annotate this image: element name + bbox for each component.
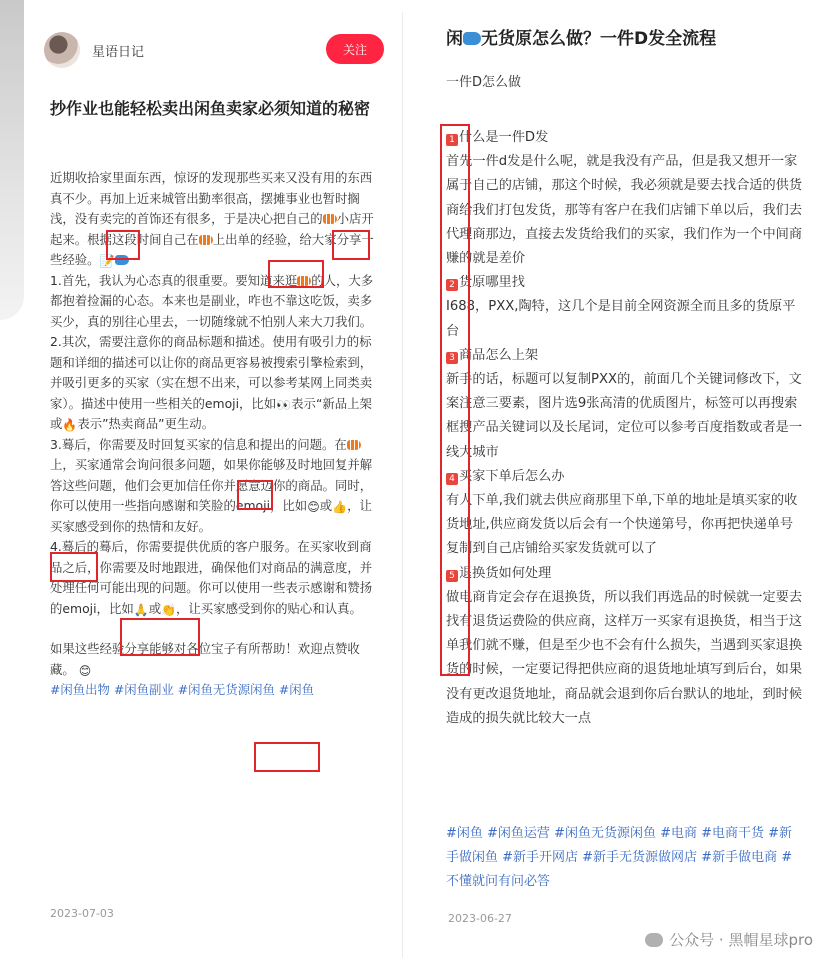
smile-emoji-icon: 😊 (307, 500, 320, 514)
hashtags[interactable]: #闲鱼出物 #闲鱼副业 #闲鱼无货源闲鱼 #闲鱼 (50, 682, 314, 697)
section-5-body: 做电商肯定会存在退换货，所以我们再选品的时候就一定要去找有退货运费险的供应商，这样万一买家有退换货，相当于这单我们就不赚，但是至少也不会有什么损失，当遇到买家退换货的时候，一定要记得把供应商的退货地址填写到后台，如果没有更改退货地址，商品就会退到你后台默认的地址，到时候造成的损失就比较大一点 (446, 589, 803, 726)
highlight-box (440, 124, 470, 676)
section-1-body: 首先一件d发是什么呢，就是我没有产品，但是我又想开一家属于自己的店铺，那这个时候，我必须就是要去找合适的供货商给我们打包发货，那等有客户在我们店铺下单以后，我们去代理商那边，直接去发货给我们的买家，我们作为一个中间商赚的就是差价 (446, 154, 803, 267)
wechat-icon (645, 933, 663, 947)
number-badge: 4 (446, 473, 458, 485)
fish-emoji-icon (347, 440, 361, 450)
watermark: 公众号 · 黑帽星球pro (645, 929, 813, 950)
note-body (50, 168, 380, 701)
section-2-heading: 2 货原哪里找 (446, 271, 804, 295)
memo-emoji-icon: 📝 (99, 254, 115, 268)
note-card-left (24, 12, 403, 958)
pray-emoji-icon: 🙏 (133, 602, 149, 617)
note-subtitle: 一件D怎么做 (446, 75, 522, 90)
blue-fish-emoji-icon (463, 32, 481, 45)
hashtags-right[interactable]: #闲鱼 #闲鱼运营 #闲鱼无货源闲鱼 #电商 #电商干货 #新手做闲鱼 #新手开网店 #新手无货源做网店 #新手做电商 #不懂就问有问必答 (446, 826, 793, 889)
note-header (44, 32, 384, 72)
number-badge: 3 (446, 352, 458, 364)
fish-emoji-icon (199, 235, 213, 245)
note-title-right: 闲 无货原怎么做？一件D发全流程 (446, 29, 717, 49)
eyes-emoji-icon: 👀 (276, 397, 292, 412)
highlight-box (50, 552, 98, 582)
fire-emoji-icon: 🔥 (62, 418, 78, 432)
section-4-body: 有人下单,我们就去供应商那里下单,下单的地址是填买家的收货地址,供应商发货以后会有一个快递第号，你再把快递单号复制到自己店铺给买家发货就可以了 (446, 493, 798, 557)
smile-emoji-icon: 😊 (78, 663, 92, 678)
number-badge: 2 (446, 279, 458, 291)
note-title: 抄作业也能轻松卖出闲鱼卖家必须知道的秘密 (50, 99, 371, 118)
author-name[interactable]: 星语日记 (92, 45, 145, 60)
number-badge: 1 (446, 134, 458, 146)
section-1-heading: 1 什么是一件D发 (446, 126, 804, 150)
highlight-box (268, 260, 324, 288)
paragraph-5: 4.蓦后的蓦后，你需要提供优质的客户服务。在买家收到商品之后，你需要及时地跟进，确保他们对商品的满意度，并处理任何可能出现的问题。你可以使用一些表示感谢和赞扬的emoji，比如🙏或👏，让买家感受到你的贴心和认真。 (50, 539, 373, 617)
thumbs-up-emoji-icon: 👍 (332, 500, 348, 514)
publish-date-left: 2023-07-03 (50, 907, 114, 920)
fish-emoji-icon (323, 214, 337, 224)
section-3-body: 新手的话，标题可以复制PXX的，前面几个关键词修改下，文案注意三要素，图片选9张高清的优质图片，标签可以再搜索框搜产品关键词以及长尾词，定位可以参考百度指数或者是一线大城市 (446, 372, 803, 460)
number-badge: 5 (446, 570, 458, 582)
clap-emoji-icon: 👏 (161, 602, 177, 617)
highlight-box (237, 480, 273, 510)
section-3-heading: 3 商品怎么上架 (446, 344, 804, 368)
section-5-heading: 5 退换货如何处理 (446, 562, 804, 586)
note-body-right (446, 126, 804, 731)
spacer (50, 619, 380, 639)
paragraph-3: 2.其次，需要注意你的商品标题和描述。使用有吸引力的标题和详细的描述可以让你的商品更容易被搜索引擎检索到，并吸引更多的买家（实在想不出来，可以参考某网上同类卖家）。描述中使用一些相关的emoji，比如👀表示“新品上架或🔥表示”热卖商品”更生动。 (50, 334, 373, 432)
note-card-right (446, 24, 806, 94)
paragraph-2: 1.首先，我认为心态真的很重要。要知道来逛 的人，大多都抱着捡漏的心态。本来也是副业，咋也不靠这吃饭，卖多买少，真的别往心里去，一切随缘就不怕别人来大刀我们。 (50, 272, 374, 329)
author-avatar[interactable] (44, 32, 80, 68)
highlight-box (106, 230, 140, 260)
publish-date-right: 2023-06-27 (448, 912, 512, 925)
highlight-box (332, 230, 370, 260)
paragraph-1: 近期收拾家里面东西，惊讶的发现那些买来又没有用的东西真不少。再加上近来城管出勤率很高，摆摊事业也暂时搁浅，没有卖完的首饰还有很多，于是决心把自己的 小店开起来。根据这段时间自己在 上出单的经验，给大家分享一些经验。📝 (50, 170, 374, 268)
paragraph-4: 3.蓦后，你需要及时回复买家的信息和提出的问题。在上，买家通常会询问很多问题，如果你能够及时地回复并解答这些问题，他们会更加信任你并愿意迈你的商品。同时，你可以使用一些指向感谢和笑脸的emoji，比如😊或👍，让买家感受到你的热情和友好。 (50, 436, 373, 534)
background-photo-edge (0, 0, 24, 320)
section-4-heading: 4 买家下单后怎么办 (446, 465, 804, 489)
paragraph-6: 如果这些经验分享能够对各位宝子有所帮助！欢迎点赞收藏。 😊 (50, 641, 360, 678)
follow-button[interactable]: 关注 (326, 34, 384, 64)
highlight-box (120, 618, 200, 656)
section-2-body: I688，PXX,陶特，这几个是目前全网资源全而且多的货原平台 (446, 299, 796, 339)
highlight-box (254, 742, 320, 772)
